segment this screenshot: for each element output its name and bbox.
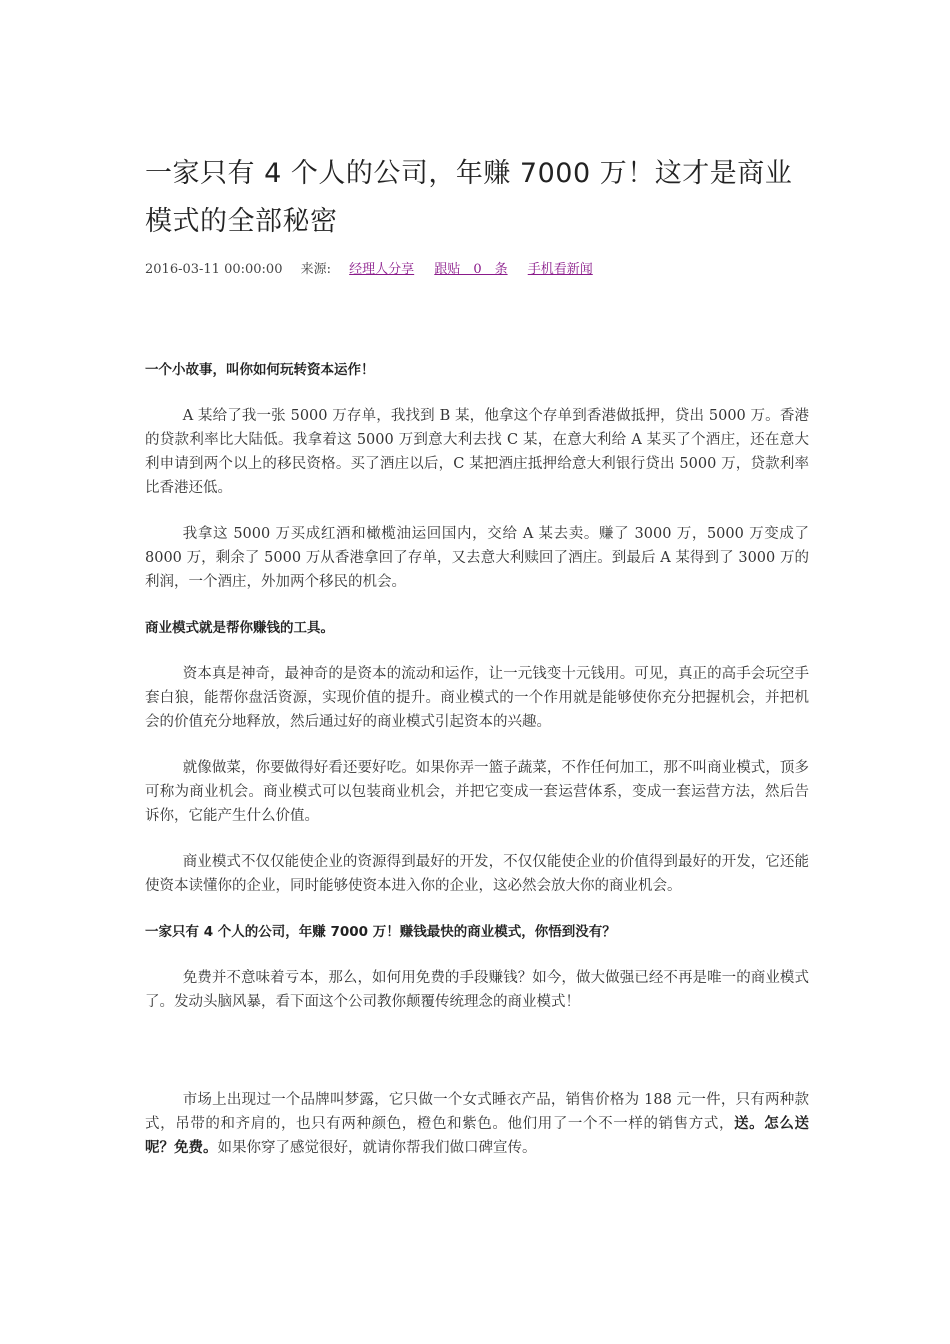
source-label: 来源: xyxy=(300,262,332,277)
blank-space xyxy=(145,1036,809,1088)
paragraph-text: 如果你穿了感觉很好，就请你帮我们做口碑宣传。 xyxy=(217,1140,537,1156)
section-heading: 商业模式就是帮你赚钱的工具。 xyxy=(145,620,334,636)
paragraph: 就像做菜，你要做得好看还要好吃。如果你弄一篮子蔬菜，不作任何加工，那不叫商业模式，顶多可称为商业机会。商业模式可以包装商业机会，并把它变成一套运营体系，变成一套运营方法，然后告诉你，它能产生什么价值。 xyxy=(145,760,809,824)
article-title: 一家只有 4 个人的公司，年赚 7000 万！这才是商业模式的全部秘密 xyxy=(145,158,793,237)
bold-phrase: 送。怎么送呢？免费。 xyxy=(145,1116,809,1156)
article xyxy=(145,150,809,1182)
paragraph-text: 市场上出现过一个品牌叫梦露，它只做一个女式睡衣产品，销售价格为 188 元一件，只有两种款式，吊带的和齐肩的，也只有两种颜色，橙色和紫色。他们用了一个不一样的销售方式， xyxy=(145,1092,809,1132)
section-heading: 一个小故事，叫你如何玩转资本运作！ xyxy=(145,362,375,378)
article-body xyxy=(145,358,809,1160)
section-heading: 一家只有 4 个人的公司，年赚 7000 万！赚钱最快的商业模式，你悟到没有？ xyxy=(145,924,616,940)
paragraph: 资本真是神奇，最神奇的是资本的流动和运作，让一元钱变十元钱用。可见，真正的高手会玩空手套白狼，能帮你盘活资源，实现价值的提升。商业模式的一个作用就是能够使你充分把握机会，并把机会的价值充分地释放，然后通过好的商业模式引起资本的兴趣。 xyxy=(145,666,809,730)
paragraph: 免费并不意味着亏本，那么，如何用免费的手段赚钱？如今，做大做强已经不再是唯一的商业模式了。发动头脑风暴，看下面这个公司教你颠覆传统理念的商业模式！ xyxy=(145,970,809,1010)
paragraph: A 某给了我一张 5000 万存单，我找到 B 某，他拿这个存单到香港做抵押，贷出 5000 万。香港的贷款利率比大陆低。我拿着这 5000 万到意大利去找 C 某，在意大利给 A 某买了个酒庄，还在意大利申请到两个以上的移民资格。买了酒庄以后，C 某把酒庄抵押给意大利银行贷出 5000 万，贷款利率比香港还低。 xyxy=(145,408,809,496)
publish-datetime: 2016-03-11 00:00:00 xyxy=(145,262,283,277)
paragraph xyxy=(145,1088,809,1160)
paragraph: 商业模式不仅仅能使企业的资源得到最好的开发，不仅仅能使企业的价值得到最好的开发，它还能使资本读懂你的企业，同时能够使资本进入你的企业，这必然会放大你的商业机会。 xyxy=(145,854,809,894)
source-link[interactable]: 经理人分享 xyxy=(349,262,415,277)
article-meta xyxy=(145,260,809,280)
mobile-news-link[interactable]: 手机看新闻 xyxy=(527,262,593,277)
paragraph: 我拿这 5000 万买成红酒和橄榄油运回国内，交给 A 某去卖。赚了 3000 万，5000 万变成了 8000 万，剩余了 5000 万从香港拿回了存单，又去意大利赎回了酒庄。到最后 A 某得到了 3000 万的利润，一个酒庄，外加两个移民的机会。 xyxy=(145,526,809,590)
reply-count-link[interactable]: 跟贴 0 条 xyxy=(434,262,508,277)
